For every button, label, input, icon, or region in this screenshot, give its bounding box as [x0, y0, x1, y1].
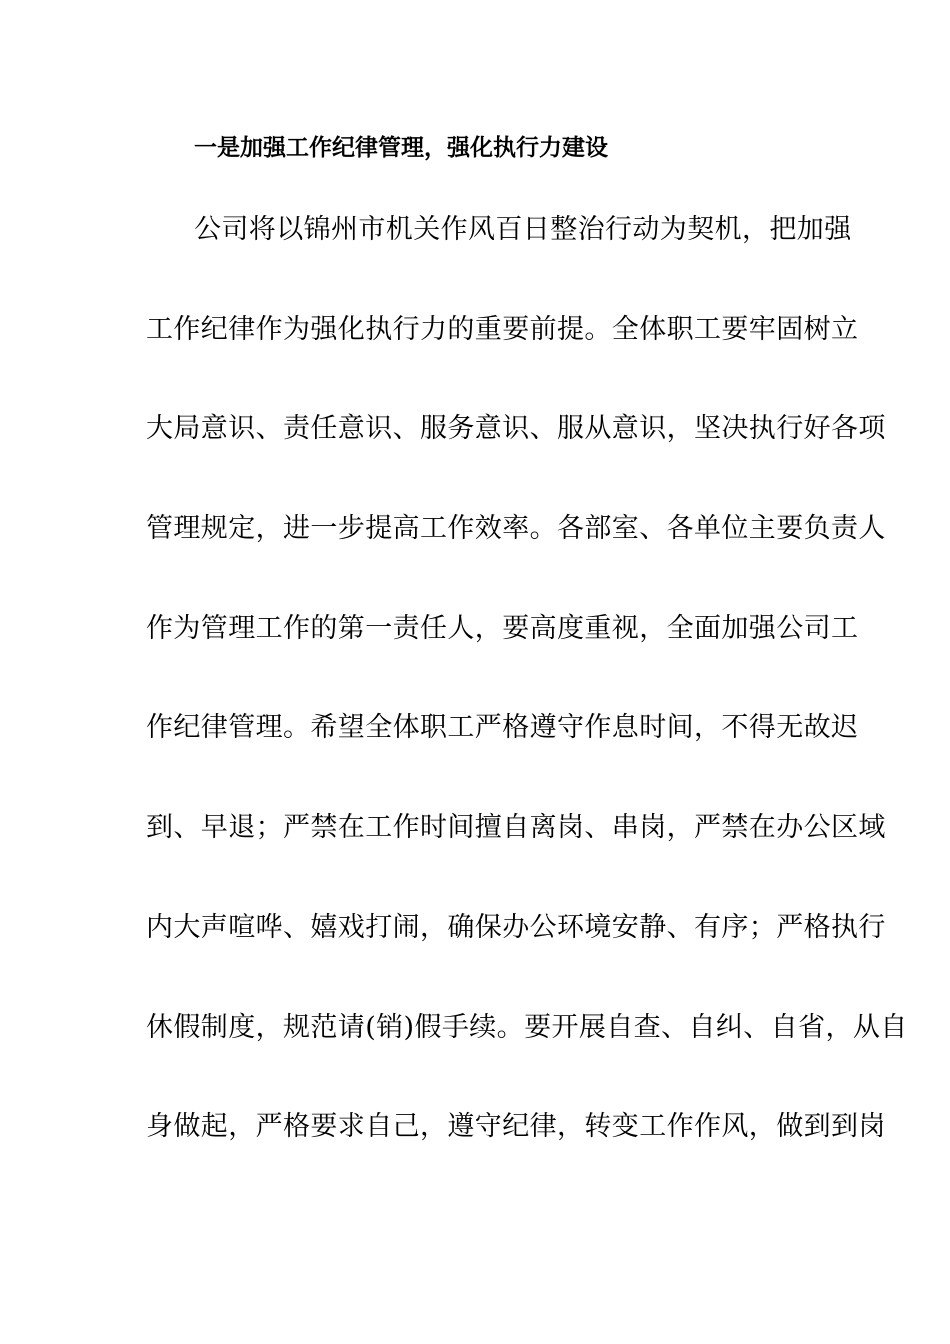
paragraph-line: 作为管理工作的第一责任人，要高度重视，全面加强公司工: [146, 613, 859, 644]
section-heading: 一是加强工作纪律管理，强化执行力建设: [194, 135, 608, 161]
paragraph-line: 公司将以锦州市机关作风百日整治行动为契机，把加强: [194, 214, 852, 245]
paragraph-line: 身做起，严格要求自己，遵守纪律，转变工作作风，做到到岗: [146, 1111, 886, 1142]
paragraph-line: 到、早退；严禁在工作时间擅自离岗、串岗，严禁在办公区域: [146, 812, 886, 843]
paragraph-line: 管理规定，进一步提高工作效率。各部室、各单位主要负责人: [146, 513, 886, 544]
paragraph-line: 内大声喧哗、嬉戏打闹，确保办公环境安静、有序；严格执行: [146, 912, 886, 943]
paragraph-line: 作纪律管理。希望全体职工严格遵守作息时间，不得无故迟: [146, 712, 859, 743]
paragraph-line: 工作纪律作为强化执行力的重要前提。全体职工要牢固树立: [146, 314, 859, 345]
paragraph-line: 休假制度，规范请(销)假手续。要开展自查、自纠、自省，从自: [146, 1012, 908, 1043]
paragraph-line: 大局意识、责任意识、服务意识、服从意识，坚决执行好各项: [146, 413, 886, 444]
